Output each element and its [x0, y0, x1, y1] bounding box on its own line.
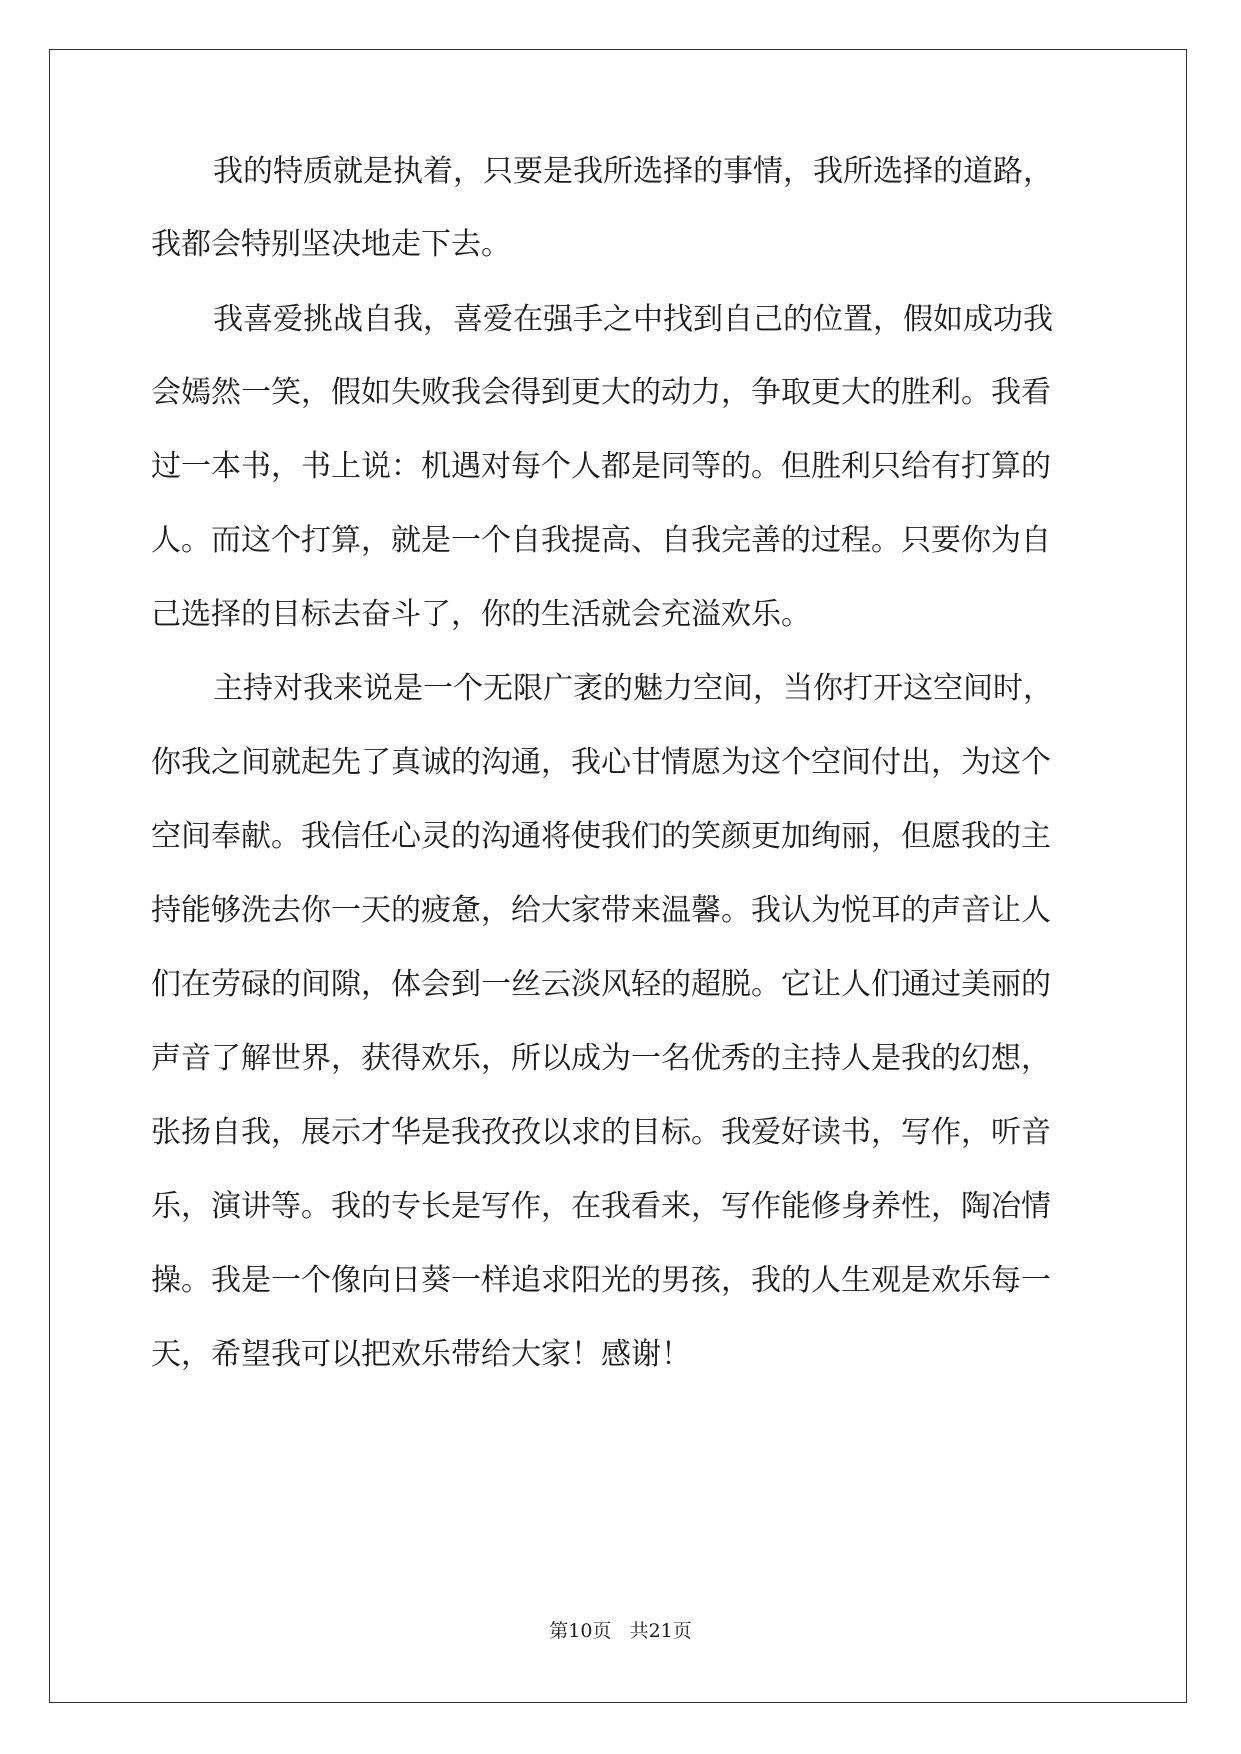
text-line-15: 乐，演讲等。我的专长是写作，在我看来，写作能修身养性，陶冶情 [151, 1189, 1051, 1224]
page-number: 第10页 [549, 1620, 612, 1642]
text-line-12: 们在劳碌的间隙，体会到一丝云淡风轻的超脱。它让人们通过美丽的 [151, 967, 1051, 1002]
text-line-17: 天，希望我可以把欢乐带给大家！感谢！ [151, 1337, 691, 1372]
text-line-14: 张扬自我，展示才华是我孜孜以求的目标。我爱好读书，写作，听音 [151, 1115, 1051, 1150]
text-line-11: 持能够洗去你一天的疲惫，给大家带来温馨。我认为悦耳的声音让人 [151, 893, 1051, 928]
text-line-1: 我的特质就是执着，只要是我所选择的事情，我所选择的道路， [213, 154, 1053, 189]
text-line-9: 你我之间就起先了真诚的沟通，我心甘情愿为这个空间付出，为这个 [151, 745, 1051, 780]
text-line-8: 主持对我来说是一个无限广袤的魅力空间，当你打开这空间时， [213, 671, 1053, 706]
text-line-16: 操。我是一个像向日葵一样追求阳光的男孩，我的人生观是欢乐每一 [151, 1263, 1051, 1298]
text-line-13: 声音了解世界，获得欢乐，所以成为一名优秀的主持人是我的幻想， [151, 1041, 1051, 1076]
text-line-4: 会嫣然一笑，假如失败我会得到更大的动力，争取更大的胜利。我看 [151, 375, 1051, 410]
page-total: 共21页 [629, 1620, 692, 1642]
text-line-5: 过一本书，书上说：机遇对每个人都是同等的。但胜利只给有打算的 [151, 449, 1051, 484]
text-line-7: 己选择的目标去奋斗了，你的生活就会充溢欢乐。 [151, 597, 811, 632]
page-footer [0, 1616, 1241, 1643]
text-line-10: 空间奉献。我信任心灵的沟通将使我们的笑颜更加绚丽，但愿我的主 [151, 819, 1051, 854]
text-line-6: 人。而这个打算，就是一个自我提高、自我完善的过程。只要你为自 [151, 523, 1051, 558]
text-line-2: 我都会特别坚决地走下去。 [151, 227, 511, 262]
text-line-3: 我喜爱挑战自我，喜爱在强手之中找到自己的位置，假如成功我 [213, 302, 1053, 337]
